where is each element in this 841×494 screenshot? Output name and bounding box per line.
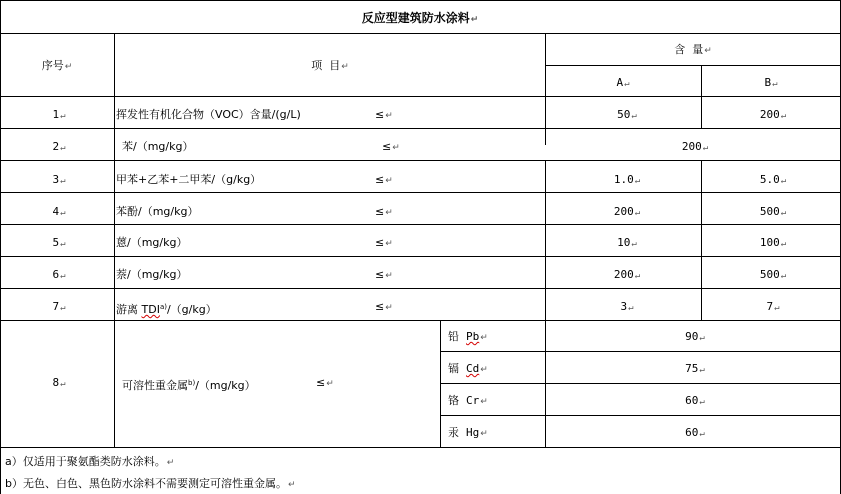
- table-rule: [0, 447, 841, 448]
- row-number: 1↵: [52, 108, 66, 121]
- table-rule: [701, 160, 702, 320]
- limit-operator: ≤↵: [382, 140, 400, 153]
- table-rule: [0, 320, 841, 321]
- row-item-label: 萘/（mg/kg）: [116, 268, 188, 281]
- metal-value: 90↵: [685, 330, 705, 343]
- row-item-label: 游离 TDI$^{a)}$/（g/kg）: [116, 303, 217, 316]
- row-item-label: 甲苯+乙苯+二甲苯/（g/kg）: [116, 173, 262, 186]
- table-rule: [545, 65, 841, 66]
- row-item-label: 苯酚/（mg/kg）: [116, 205, 199, 218]
- value-type-b: 500↵: [759, 205, 787, 218]
- limit-operator: ≤↵: [375, 108, 393, 121]
- metal-value: 60↵: [685, 426, 705, 439]
- limit-operator: ≤↵: [375, 205, 393, 218]
- table-rule: [114, 33, 115, 447]
- row-number: 5↵: [52, 236, 66, 249]
- row-number: 6↵: [52, 268, 66, 281]
- table-rule: [0, 192, 841, 193]
- limit-operator: ≤↵: [375, 173, 393, 186]
- row-item-label: 蒽/（mg/kg）: [116, 236, 188, 249]
- table-rule: [0, 224, 841, 225]
- value-type-a: 200↵: [613, 268, 641, 281]
- header-content: 含 量↵: [674, 43, 712, 56]
- header-type-b: B↵: [764, 76, 778, 89]
- table-rule: [545, 33, 546, 145]
- value-type-a: 200↵: [613, 205, 641, 218]
- header-item: 项 目↵: [311, 59, 349, 72]
- value-type-b: 500↵: [759, 268, 787, 281]
- table-rule: [701, 65, 702, 128]
- row-number: 3↵: [52, 173, 66, 186]
- limit-operator: ≤↵: [375, 300, 393, 313]
- limit-operator: ≤↵: [375, 268, 393, 281]
- value-type-b: 5.0↵: [759, 173, 787, 186]
- value-type-a: 3↵: [620, 300, 634, 313]
- metal-mercury: 汞 Hg↵: [448, 426, 488, 439]
- metal-chromium: 铬 Cr↵: [448, 394, 488, 407]
- value-type-b: 200↵: [759, 108, 787, 121]
- table-rule: [0, 33, 841, 34]
- row-number: 2↵: [52, 140, 66, 153]
- table-rule: [545, 160, 546, 447]
- table-rule: [440, 415, 841, 416]
- metal-cadmium: 镉 Cd↵: [448, 362, 488, 375]
- value-type-b: 100↵: [759, 236, 787, 249]
- metal-lead: 铅 Pb↵: [448, 330, 488, 343]
- row-number: 7↵: [52, 300, 66, 313]
- table-border-left: [0, 0, 1, 494]
- footnote-a: a）仅适用于聚氨酯类防水涂料。↵: [5, 455, 175, 468]
- table-rule: [440, 320, 441, 447]
- value-type-b: 7↵: [766, 300, 780, 313]
- row-number: 8↵: [52, 376, 66, 389]
- value-type-a: 10↵: [617, 236, 637, 249]
- value-type-a: 1.0↵: [613, 173, 641, 186]
- table-title: 反应型建筑防水涂料↵: [361, 11, 479, 25]
- table-rule: [440, 351, 841, 352]
- row-item-label: 可溶性重金属$^{b)}$/（mg/kg）: [122, 379, 256, 392]
- value-type-ab: 200↵: [681, 140, 709, 153]
- limit-operator: ≤↵: [375, 236, 393, 249]
- table-border-top: [0, 0, 841, 1]
- table-rule: [0, 96, 841, 97]
- row-item-label: 苯/（mg/kg）: [122, 140, 194, 153]
- metal-value: 75↵: [685, 362, 705, 375]
- table-rule: [0, 288, 841, 289]
- table-rule: [440, 383, 841, 384]
- footnote-b: b）无色、白色、黑色防水涂料不需要测定可溶性重金属。↵: [5, 477, 296, 490]
- limit-operator: ≤↵: [316, 376, 334, 389]
- table-rule: [0, 160, 841, 161]
- row-item-label: 挥发性有机化合物（VOC）含量/(g/L): [116, 108, 301, 121]
- row-number: 4↵: [52, 205, 66, 218]
- metal-value: 60↵: [685, 394, 705, 407]
- header-serial-number: 序号↵: [41, 59, 73, 72]
- header-type-a: A↵: [616, 76, 630, 89]
- value-type-a: 50↵: [617, 108, 637, 121]
- table-rule: [0, 256, 841, 257]
- table-rule: [0, 128, 841, 129]
